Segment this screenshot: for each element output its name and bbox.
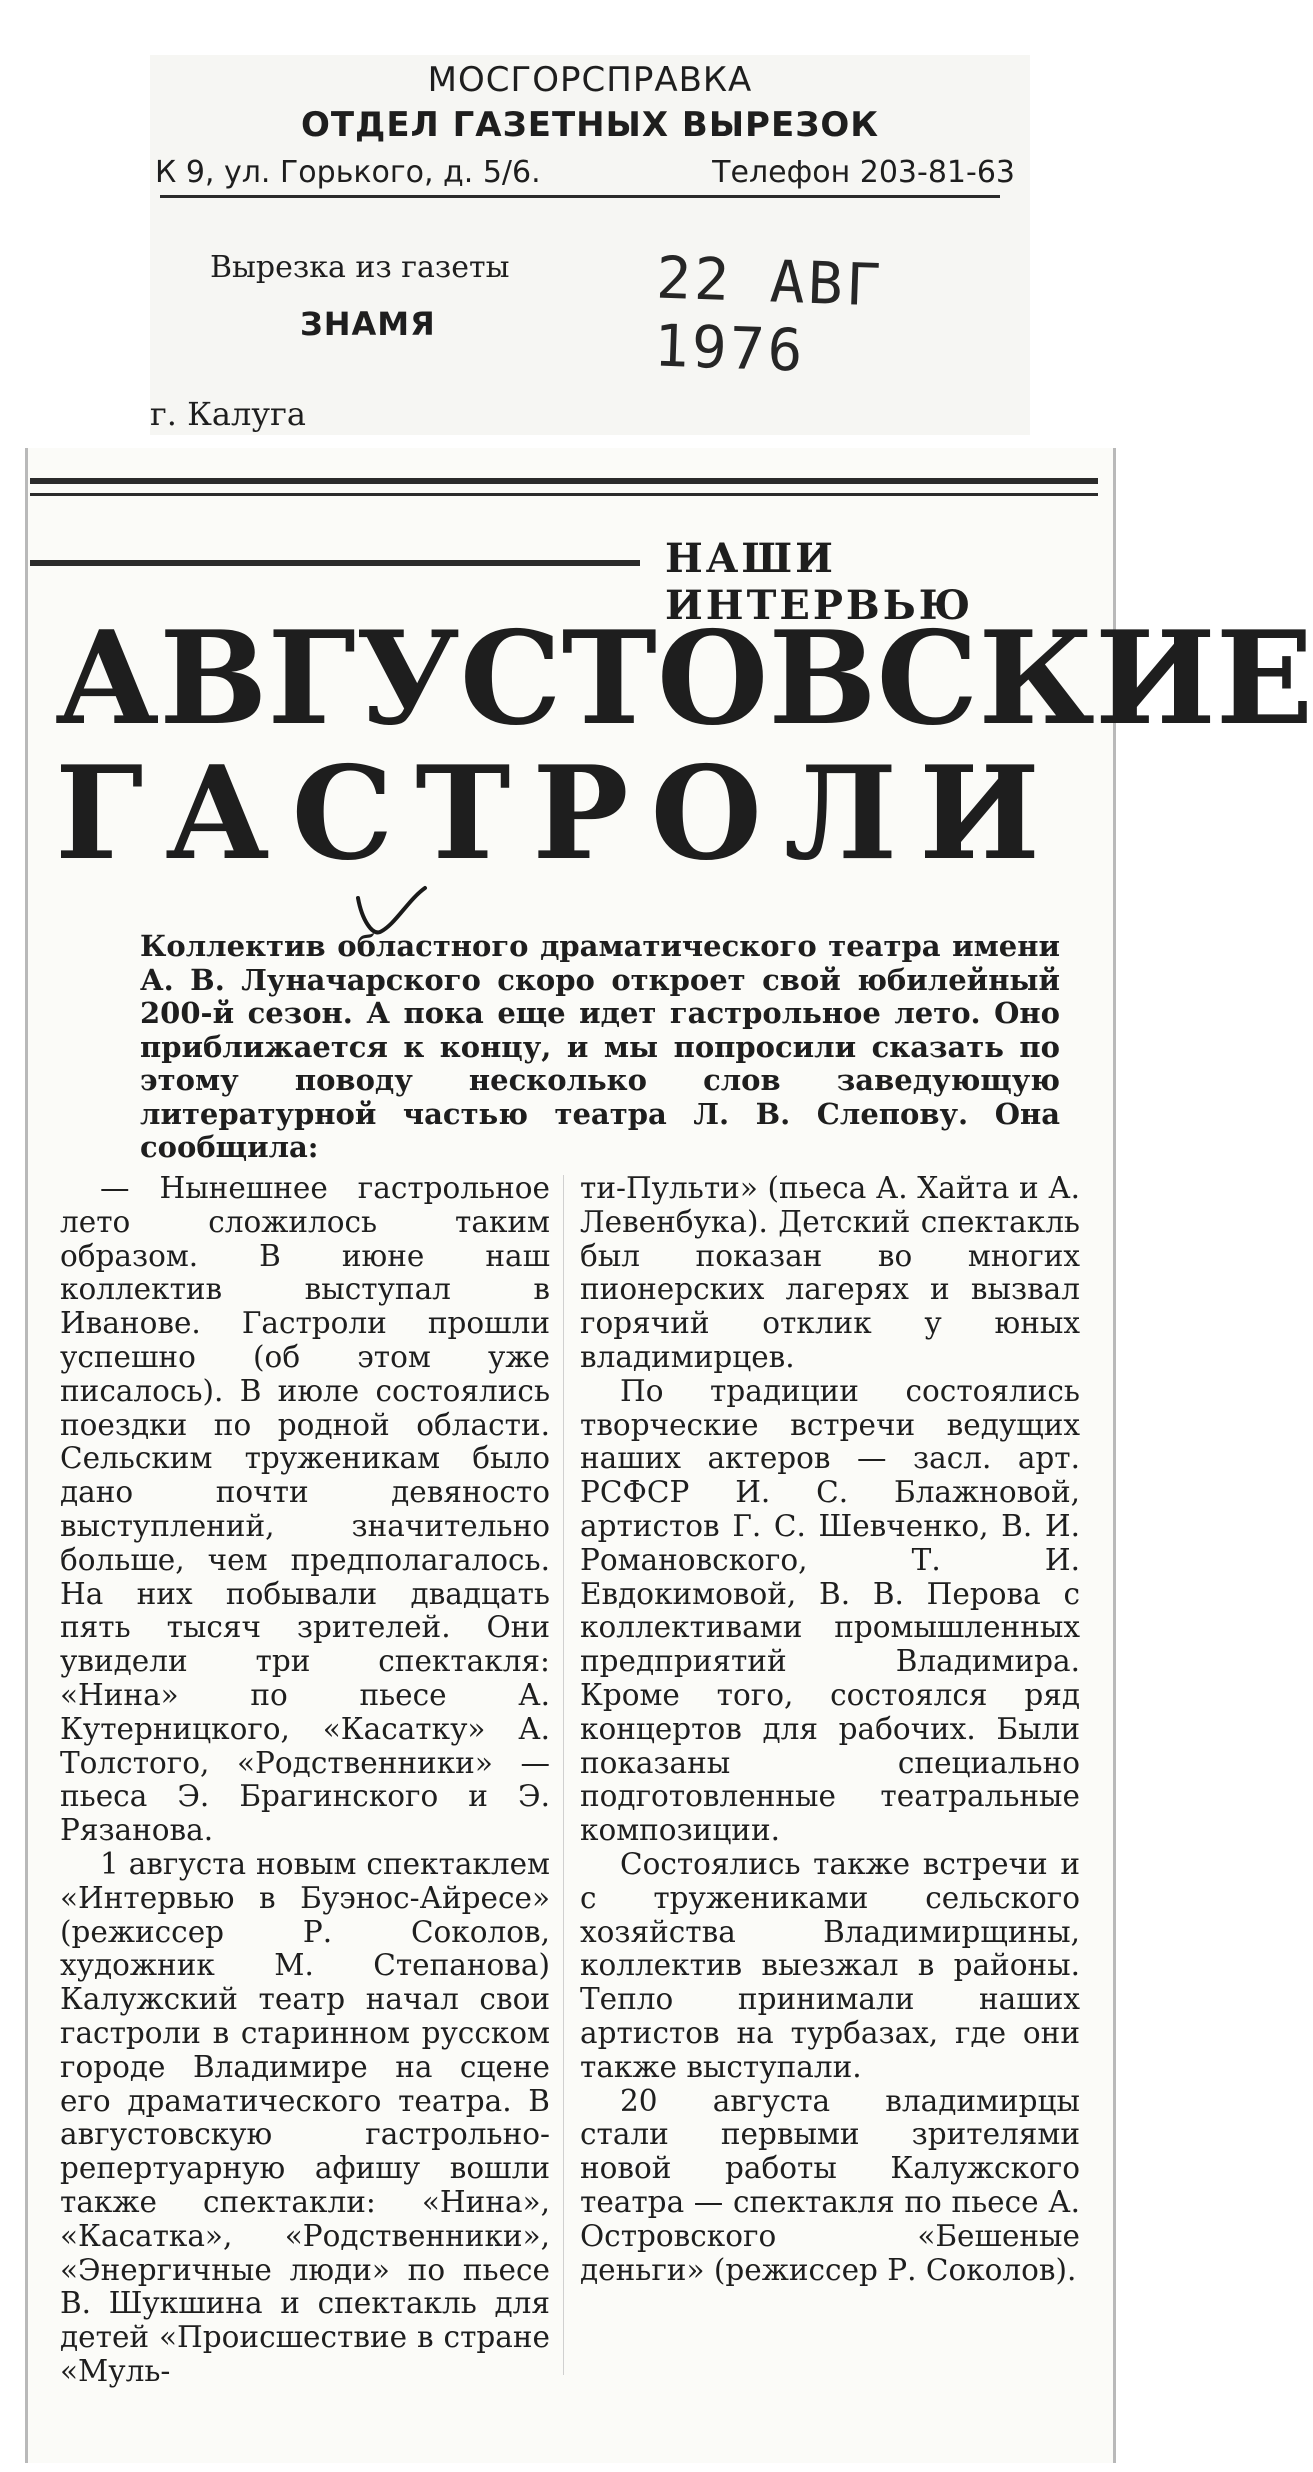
headline-letter: Т	[415, 739, 511, 889]
lead-paragraph: Коллектив областного драматического театра имени А. В. Луначарского скоро откроет свой юбилейный 200-й сезон. А пока еще идет гастрольное лето. Оно приближается к концу, и мы попросили сказать по этому поводу несколько слов заведующую литературной частью театра Л. В. Слепову. Она сообщила:	[140, 929, 1060, 1164]
headline-letter: Л	[783, 739, 898, 889]
top-rule-thick	[30, 478, 1098, 484]
stamp-divider	[160, 195, 1000, 198]
headline-letter: О	[650, 739, 763, 889]
headline-letter: Г	[55, 739, 144, 889]
phone: Телефон 203-81-63	[712, 155, 1015, 190]
headline-letter: Е	[1215, 604, 1313, 754]
headline-letter: С	[291, 739, 394, 889]
paragraph: Состоялись также встречи и с тружениками сельского хозяйства Владимирщины, коллектив выезжал в районы. Тепло принимали наших артистов на турбазах, где они также выступали.	[580, 1846, 1080, 2084]
paragraph: ти-Пульти» (пьеса А. Хайта и А. Левенбука). Детский спектакль был показан во многих пионерских лагерях и вызвал горячий отклик у юных владимирцев.	[580, 1171, 1080, 1374]
department-name: ОТДЕЛ ГАЗЕТНЫХ ВЫРЕЗОК	[300, 105, 880, 145]
rubric: НАШИ ИНТЕРВЬЮ	[665, 535, 974, 629]
date-stamp: 22 АВГ 1976	[652, 243, 885, 385]
column-divider	[563, 1175, 564, 2375]
headline-letter: А	[165, 739, 270, 889]
headline-letter: В	[159, 604, 268, 754]
column-left	[60, 1172, 550, 2389]
headline-line-2	[55, 739, 1040, 889]
headline-letter: И	[919, 739, 1040, 889]
headline-letter: Р	[532, 739, 629, 889]
headline-letter: С	[876, 604, 979, 754]
headline-letter: Т	[561, 604, 657, 754]
headline-letter: Г	[267, 604, 356, 754]
article-lead	[140, 930, 1060, 1165]
address: К 9, ул. Горького, д. 5/6.	[155, 155, 541, 190]
headline-line-1	[55, 604, 1313, 754]
headline-letter: С	[459, 604, 562, 754]
headline-letter: В	[768, 604, 877, 754]
address-line	[155, 155, 1015, 190]
top-rule-thin	[30, 493, 1098, 496]
paragraph: 20 августа владимирцы стали первыми зрителями новой работы Калужского театра — спектакля по пьесе А. Островского «Бешеные деньги» (режиссер Р. Соколов).	[580, 2083, 1080, 2287]
rubric-rule	[30, 560, 640, 566]
source-city: г. Калуга	[150, 395, 306, 433]
headline-letter: И	[1094, 604, 1216, 754]
agency-name: МОСГОРСПРАВКА	[427, 60, 753, 100]
source-label: Вырезка из газеты	[210, 250, 510, 285]
archive-stamp	[150, 55, 1030, 435]
headline-letter: К	[978, 604, 1095, 754]
newspaper-name: ЗНАМЯ	[300, 305, 436, 343]
paragraph: 1 августа новым спектаклем «Интервью в Буэнос-Айресе» (режиссер Р. Соколов, художник М. Степанова) Калужский театр начал свои гастроли в старинном русском городе Владимире на сцене его драматического театра. В августовскую гастрольно-репертуарную афишу вошли также спектакли: «Нина», «Касатка», «Родственники», «Энергичные люди» по пьесе В. Шукшина и спектакль для детей «Происшествие в стране «Муль-	[60, 1846, 550, 2388]
column-right	[580, 1172, 1080, 2287]
paragraph: — Нынешнее гастрольное лето сложилось таким образом. В июне наш коллектив выступал в Иванове. Гастроли прошли успешно (об этом уже писалось). В июле состоялись поездки по родной области. Сельским труженикам было дано почти девяносто выступлений, значительно больше, чем предполагалось. На них побывали двадцать пять тысяч зрителей. Они увидели три спектакля: «Нина» по пьесе А. Кутерницкого, «Касатку» А. Толстого, «Родственники» — пьеса Э. Брагинского и Э. Рязанова.	[60, 1171, 550, 1848]
headline-letter: О	[656, 604, 769, 754]
headline-letter: У	[355, 604, 460, 754]
headline-letter: А	[55, 604, 160, 754]
paragraph: По традиции состоялись творческие встречи ведущих наших актеров — засл. арт. РСФСР И. С. Блажновой, артистов Г. С. Шевченко, В. И. Романовского, Т. И. Евдокимовой, В. В. Перова с коллективами промышленных предприятий Владимира. Кроме того, состоялся ряд концертов для рабочих. Были показаны специально подготовленные театральные композиции.	[580, 1373, 1080, 1848]
